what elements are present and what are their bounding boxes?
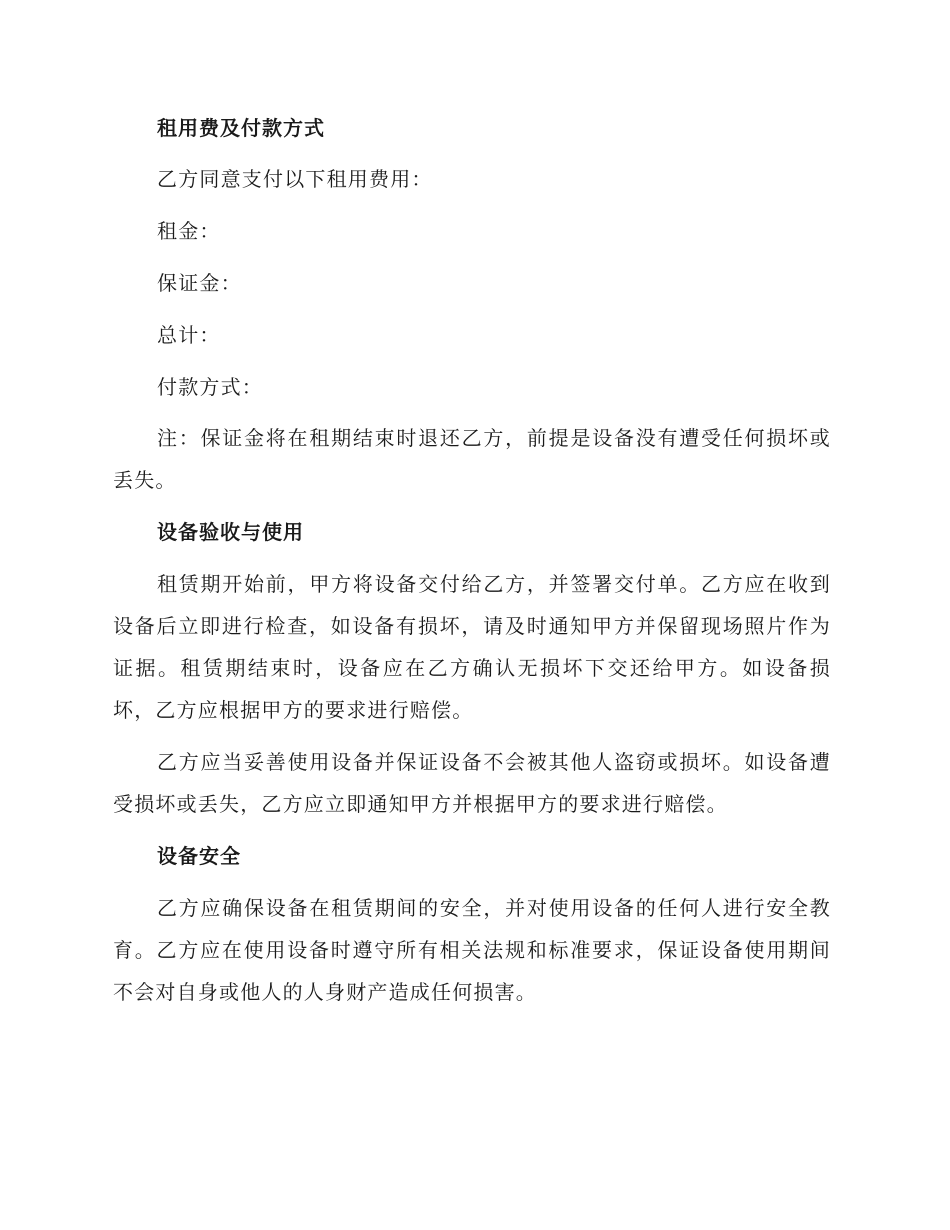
proper-use-paragraph: 乙方应当妥善使用设备并保证设备不会被其他人盗窃或损坏。如设备遭受损坏或丢失，乙方应立即通知甲方并根据甲方的要求进行赔偿。 — [113, 750, 831, 816]
field-total: 总计： — [157, 323, 221, 347]
safety-paragraph: 乙方应确保设备在租赁期间的安全，并对使用设备的任何人进行安全教育。乙方应在使用设备时遵守所有相关法规和标准要求，保证设备使用期间不会对自身或他人的人身财产造成任何损害。 — [113, 896, 831, 1004]
section-heading-equipment-safety: 设备安全 — [157, 844, 241, 868]
section-heading-rent-payment: 租用费及付款方式 — [157, 116, 325, 140]
acceptance-paragraph: 租赁期开始前，甲方将设备交付给乙方，并签署交付单。乙方应在收到设备后立即进行检查，如设备有损坏，请及时通知甲方并保留现场照片作为证据。租赁期结束时，设备应在乙方确认无损坏下交还给甲方。如设备损坏，乙方应根据甲方的要求进行赔偿。 — [113, 572, 831, 722]
field-payment-method: 付款方式： — [157, 375, 263, 399]
field-rent: 租金： — [157, 219, 221, 243]
section-heading-acceptance-use: 设备验收与使用 — [157, 520, 304, 544]
field-deposit: 保证金： — [157, 271, 242, 295]
deposit-note: 注：保证金将在租期结束时退还乙方，前提是设备没有遭受任何损坏或丢失。 — [113, 426, 831, 492]
rent-intro: 乙方同意支付以下租用费用： — [157, 167, 433, 191]
